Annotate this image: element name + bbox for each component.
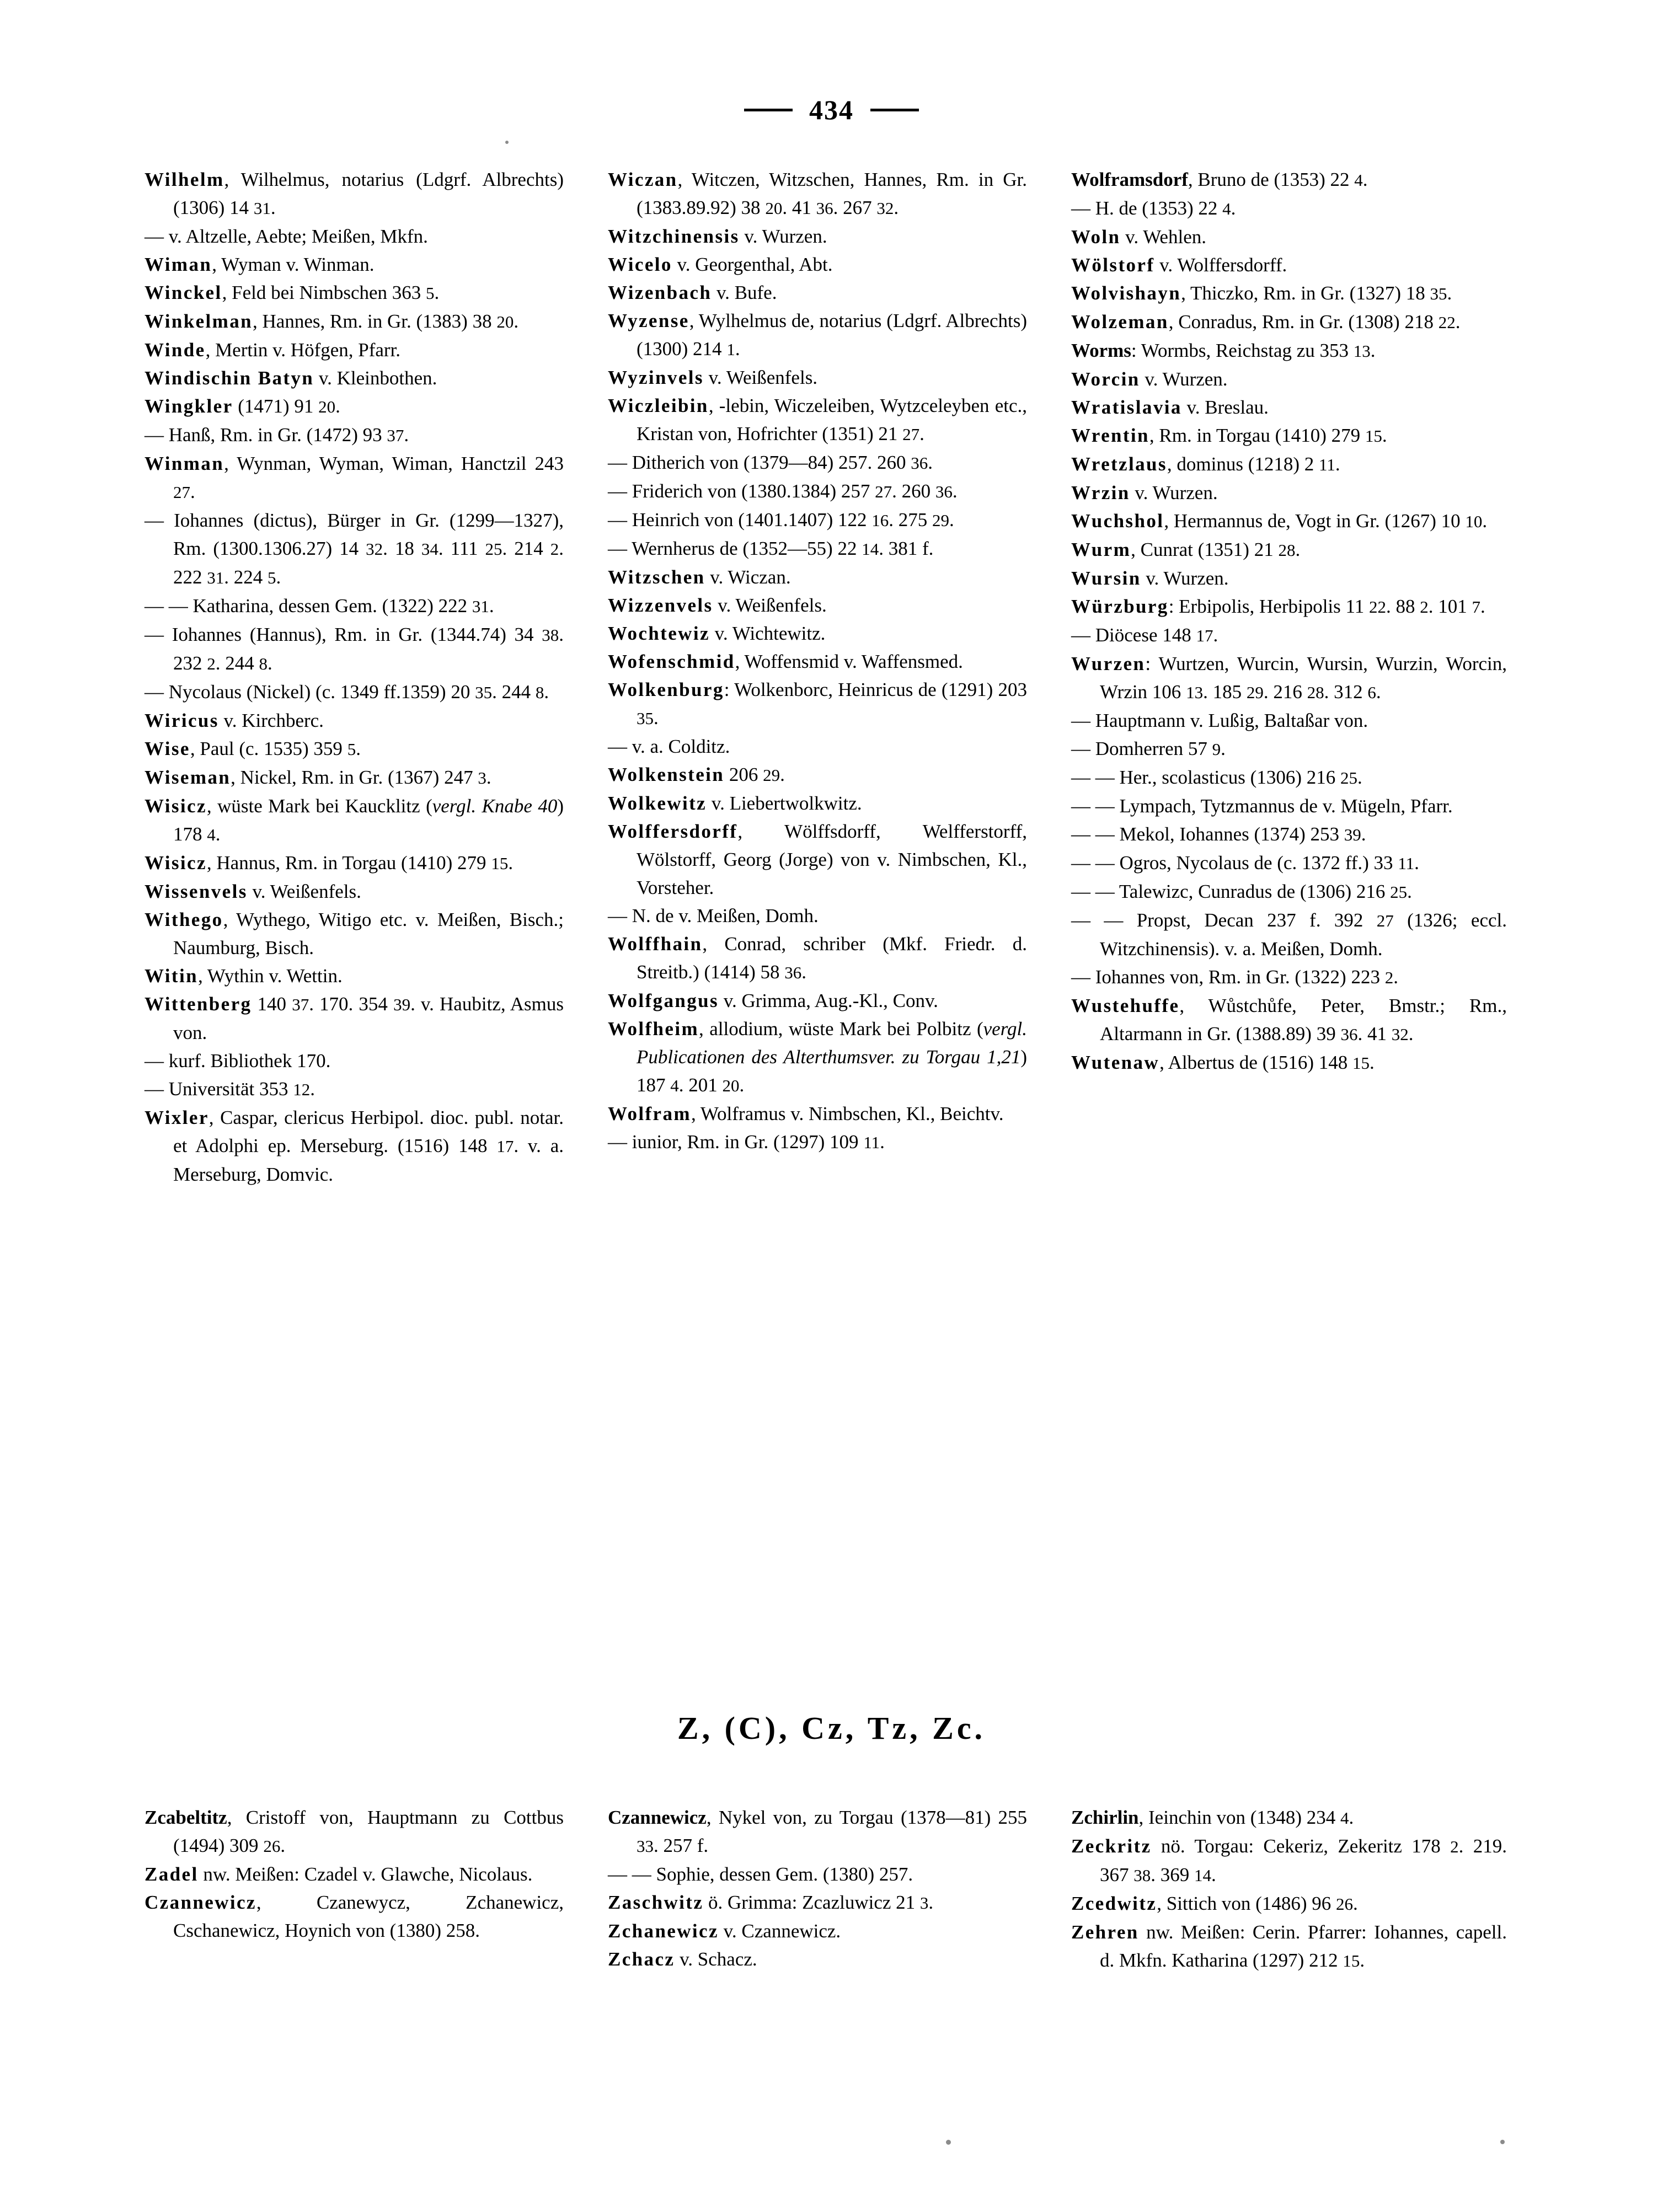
index-entry: — — Katharina, dessen Gem. (1322) 222 31. [145,595,494,617]
index-entry: — Ditherich von (1379—84) 257. 260 36. [608,452,933,473]
index-entry: Zcabeltitz, Cristoff von, Hauptmann zu Cottbus (1494) 309 26. [145,1807,564,1856]
index-entry: — Diöcese 148 17. [1071,624,1218,646]
index-columns-upper [145,165,1507,1188]
index-entry: — Iohannes (Hannus), Rm. in Gr. (1344.74) 34 38. 232 2. 244 8. [145,624,564,674]
index-entry: Wursin v. Wurzen. [1071,567,1229,589]
index-entry: Windischin Batyn v. Kleinbothen. [145,367,437,389]
index-entry: Wrentin, Rm. in Torgau (1410) 279 15. [1071,425,1387,446]
index-entry: Czannewicz, Czanewycz, Zchanewicz, Cschanewicz, Hoynich von (1380) 258. [145,1892,564,1941]
index-entry: — — Lympach, Tytzmannus de v. Mügeln, Pfarr. [1071,795,1453,817]
index-entry: Wizenbach v. Bufe. [608,282,777,303]
index-entry: Wittenberg 140 37. 170. 354 39. v. Haubitz, Asmus von. [145,993,564,1043]
index-entry: Wuchshol, Hermannus de, Vogt in Gr. (1267) 10 10. [1071,510,1488,532]
index-entry: Wyzense, Wylhelmus de, notarius (Ldgrf. Albrechts) (1300) 214 1. [608,310,1027,360]
index-entry: Würzburg: Erbipolis, Herbipolis 11 22. 88 2. 101 7. [1071,596,1485,617]
scan-speck [946,2140,951,2145]
index-entry: Zchacz v. Schacz. [608,1948,757,1970]
index-entry: Wolkewitz v. Liebertwolkwitz. [608,792,862,814]
index-entry: Wyzinvels v. Weißenfels. [608,367,818,388]
index-entry: Wingkler (1471) 91 20. [145,395,340,417]
index-entry: — v. Altzelle, Aebte; Meißen, Mkfn. [145,226,428,247]
index-entry: — v. a. Colditz. [608,736,730,757]
index-entry: Wolkenburg: Wolkenborc, Heinricus de (1291) 203 35. [608,679,1027,729]
index-entry: Zeckritz nö. Torgau: Cekeriz, Zekeritz 178 2. 219. 367 38. 369 14. [1071,1835,1507,1886]
index-entry: Wratislavia v. Breslau. [1071,397,1269,418]
index-entry: — — Ogros, Nycolaus de (c. 1372 ff.) 33 11. [1071,852,1419,874]
index-entry: Wrzin v. Wurzen. [1071,482,1218,504]
scan-speck [1500,2140,1505,2144]
index-entry: Zcedwitz, Sittich von (1486) 96 26. [1071,1893,1358,1914]
index-entry: Wretzlaus, dominus (1218) 2 11. [1071,453,1340,475]
index-columns-lower [145,1803,1507,1975]
index-entry: Wiczleibin, -lebin, Wiczeleiben, Wytzceleyben etc., Kristan von, Hofrichter (1351) 21 27. [608,395,1027,444]
index-entry: — iunior, Rm. in Gr. (1297) 109 11. [608,1131,885,1153]
index-entry: Zehren nw. Meißen: Cerin. Pfarrer: Iohannes, capell. d. Mkfn. Katharina (1297) 212 15. [1071,1921,1507,1971]
index-entry: — Wernherus de (1352—55) 22 14. 381 f. [608,538,934,559]
index-entry: Wisicz, wüste Mark bei Kaucklitz (vergl. Knabe 40) 178 4. [145,795,564,845]
index-entry: Winckel, Feld bei Nimbschen 363 5. [145,282,440,303]
column-left [145,165,564,1188]
column-right [1071,165,1507,1188]
index-entry: — kurf. Bibliothek 170. [145,1050,331,1072]
index-entry: Withego, Wythego, Witigo etc. v. Meißen, Bisch.; Naumburg, Bisch. [145,909,564,958]
index-entry: Wiman, Wyman v. Winman. [145,254,375,275]
index-entry: Wolvishayn, Thiczko, Rm. in Gr. (1327) 18 35. [1071,282,1452,304]
index-entry: — Iohannes von, Rm. in Gr. (1322) 223 2. [1071,966,1398,988]
column-middle [608,165,1027,1188]
index-entry: Winkelman, Hannes, Rm. in Gr. (1383) 38 20. [145,310,519,332]
index-entry: Wicelo v. Georgenthal, Abt. [608,254,833,275]
index-entry: Witzschen v. Wiczan. [608,566,791,588]
index-entry: — — Propst, Decan 237 f. 392 27 (1326; eccl. Witzchinensis). v. a. Meißen, Domh. [1071,909,1507,960]
index-entry: Wiricus v. Kirchberc. [145,710,324,731]
index-entry: Zchirlin, Ieinchin von (1348) 234 4. [1071,1807,1354,1828]
index-entry: — Iohannes (dictus), Bürger in Gr. (1299—1327), Rm. (1300.1306.27) 14 32. 18 34. 111 25. 214 2. 222 31. 224 5. [145,510,564,588]
index-entry: Wochtewiz v. Wichtewitz. [608,623,826,644]
index-entry: Wisicz, Hannus, Rm. in Torgau (1410) 279 15. [145,852,514,874]
index-entry: Wustehuffe, Wůstchůfe, Peter, Bmstr.; Rm., Altarmann in Gr. (1388.89) 39 36. 41 32. [1071,995,1507,1045]
index-entry: Czannewicz, Nykel von, zu Torgau (1378—81) 255 33. 257 f. [608,1807,1027,1856]
index-entry: Wofenschmid, Woffensmid v. Waffensmed. [608,651,963,672]
header-rule-left [744,109,793,111]
column-middle-z [608,1803,1027,1975]
index-entry: Winde, Mertin v. Höfgen, Pfarr. [145,339,401,361]
index-entry: Wölstorf v. Wolffersdorff. [1071,254,1287,276]
index-entry: Wolfram, Wolframus v. Nimbschen, Kl., Beichtv. [608,1103,1004,1124]
index-entry: Wixler, Caspar, clericus Herbipol. dioc. publ. notar. et Adolphi ep. Merseburg. (1516) 148 17. v. a. Merseburg, Domvic. [145,1107,564,1185]
index-entry: Wutenaw, Albertus de (1516) 148 15. [1071,1052,1375,1073]
index-entry: Worms: Wormbs, Reichstag zu 353 13. [1071,340,1376,361]
index-entry: — H. de (1353) 22 4. [1071,197,1236,219]
index-entry: Zaschwitz ö. Grimma: Zcazluwicz 21 3. [608,1892,934,1913]
index-entry: Zchanewicz v. Czannewicz. [608,1920,841,1942]
index-entry: Wilhelm, Wilhelmus, notarius (Ldgrf. Albrechts) (1306) 14 31. [145,169,564,218]
page-header [0,94,1663,126]
index-entry: Wiseman, Nickel, Rm. in Gr. (1367) 247 3. [145,767,491,788]
index-entry: Wolframsdorf, Bruno de (1353) 22 4. [1071,169,1368,190]
column-right-z [1071,1803,1507,1975]
index-entry: — Friderich von (1380.1384) 257 27. 260 36. [608,480,958,502]
index-entry: — Nycolaus (Nickel) (c. 1349 ff.1359) 20 35. 244 8. [145,681,549,703]
section-heading: Z, (C), Cz, Tz, Zc. [677,1710,986,1746]
header-rule-right [870,109,919,111]
index-entry: Wurzen: Wurtzen, Wurcin, Wursin, Wurzin, Worcin, Wrzin 106 13. 185 29. 216 28. 312 6. [1071,653,1507,703]
index-entry: Witin, Wythin v. Wettin. [145,965,343,987]
index-entry: — Universität 353 12. [145,1078,316,1100]
index-entry: Zadel nw. Meißen: Czadel v. Glawche, Nicolaus. [145,1863,533,1885]
index-entry: Winman, Wynman, Wyman, Wiman, Hanctzil 243 27. [145,453,564,502]
index-entry: Wolzeman, Conradus, Rm. in Gr. (1308) 218 22. [1071,311,1461,333]
index-entry: Woln v. Wehlen. [1071,226,1206,248]
index-entry: Worcin v. Wurzen. [1071,368,1228,390]
index-entry: — — Her., scolasticus (1306) 216 25. [1071,767,1362,788]
scan-speck [505,141,509,144]
index-entry: Wise, Paul (c. 1535) 359 5. [145,738,361,759]
index-entry: Wolfheim, allodium, wüste Mark bei Polbitz (vergl. Publicationen des Alterthumsver. zu Torgau 1,21) 187 4. 201 20. [608,1018,1027,1096]
index-entry: Wurm, Cunrat (1351) 21 28. [1071,539,1301,560]
index-entry: Wolfgangus v. Grimma, Aug.-Kl., Conv. [608,990,938,1011]
column-left-z [145,1803,564,1975]
index-entry: Wiczan, Witczen, Witzschen, Hannes, Rm. in Gr. (1383.89.92) 38 20. 41 36. 267 32. [608,169,1027,218]
index-entry: Wizzenvels v. Weißenfels. [608,594,827,616]
index-entry: — — Sophie, dessen Gem. (1380) 257. [608,1863,913,1885]
index-entry: — Domherren 57 9. [1071,738,1226,759]
index-entry: — — Talewizc, Cunradus de (1306) 216 25. [1071,881,1412,902]
index-entry: Wolffersdorff, Wölffsdorff, Welfferstorff, Wölstorff, Georg (Jorge) von v. Nimbschen, Kl., Vorsteher. [608,821,1027,898]
index-entry: Wissenvels v. Weißenfels. [145,881,361,902]
index-entry: Witzchinensis v. Wurzen. [608,226,827,247]
index-entry: Wolkenstein 206 29. [608,764,785,785]
index-entry: — Hanß, Rm. in Gr. (1472) 93 37. [145,424,409,446]
index-entry: — — Mekol, Iohannes (1374) 253 39. [1071,823,1366,845]
index-entry: — N. de v. Meißen, Domh. [608,905,819,926]
index-entry: Wolffhain, Conrad, schriber (Mkf. Friedr. d. Streitb.) (1414) 58 36. [608,933,1027,983]
index-entry: — Hauptmann v. Lußig, Baltaßar von. [1071,710,1368,731]
page-number: 434 [809,94,854,125]
index-entry: — Heinrich von (1401.1407) 122 16. 275 29. [608,509,954,531]
